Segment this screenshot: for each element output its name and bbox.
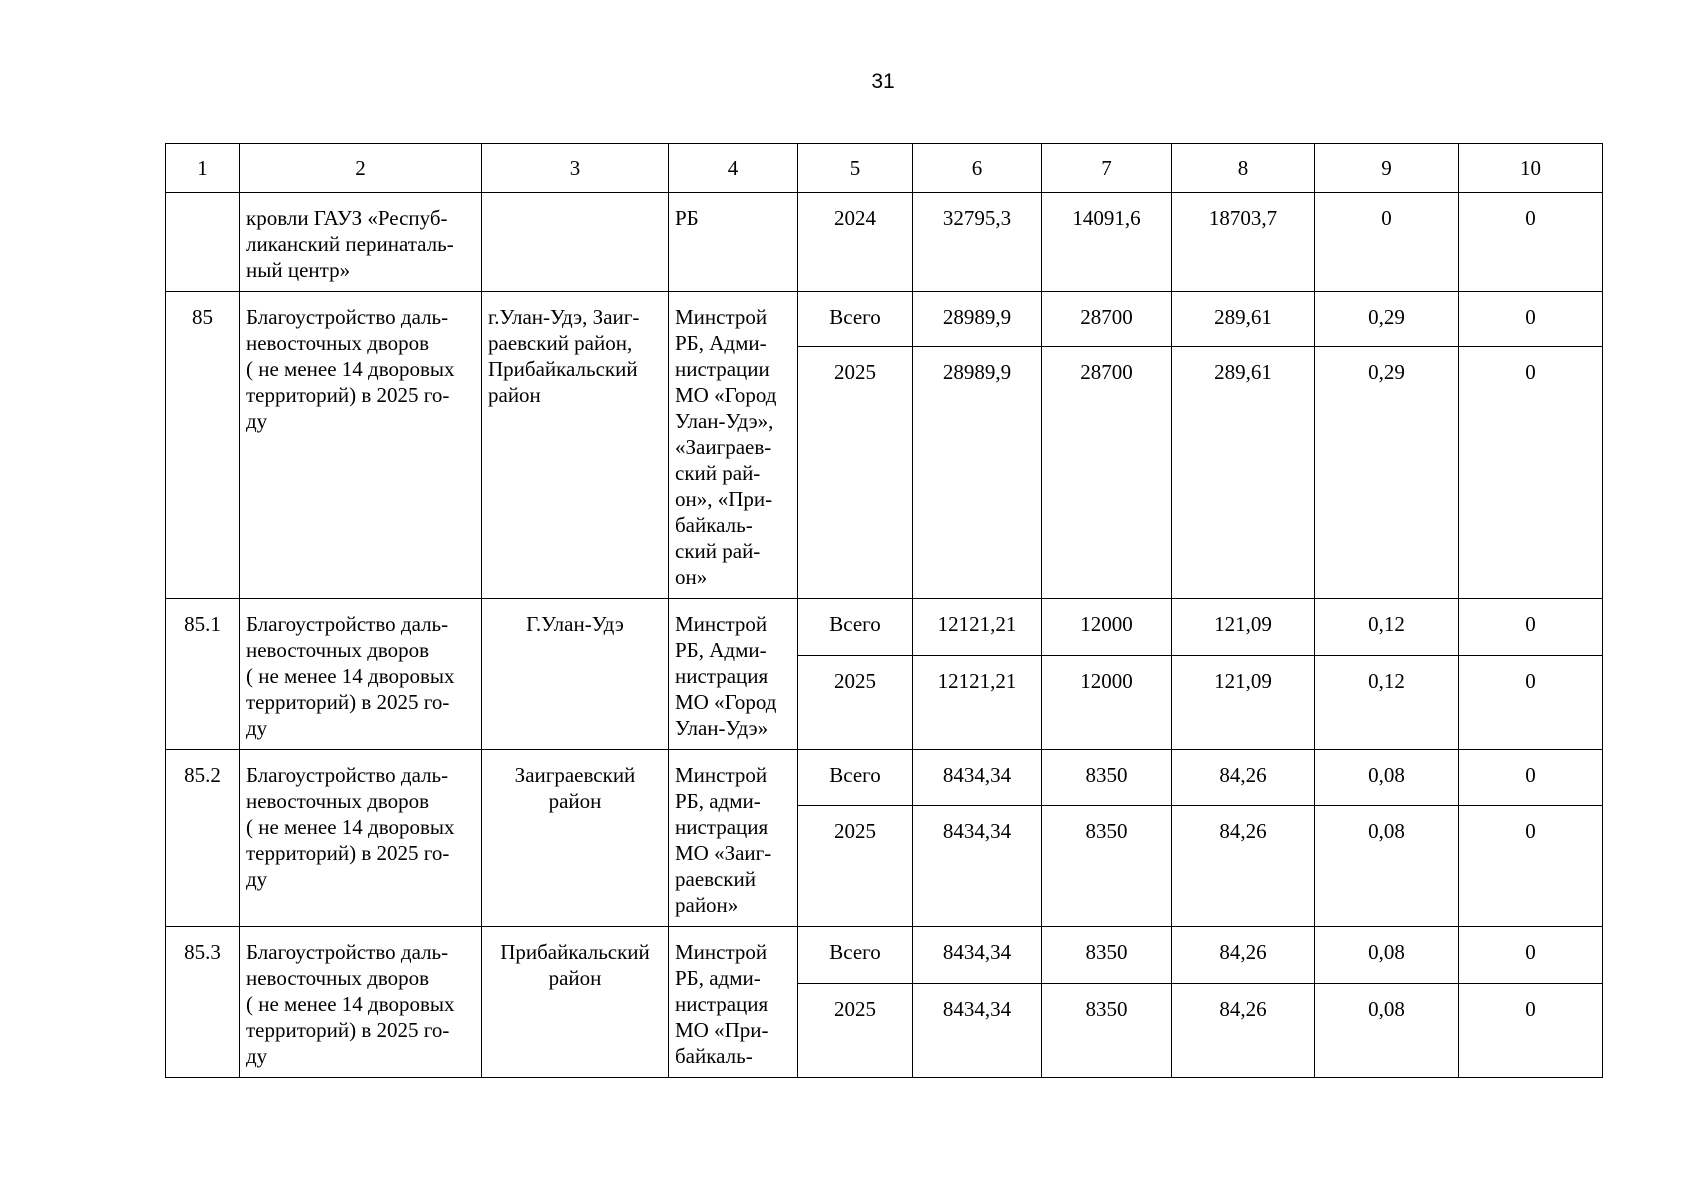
header-cell: 5 [798,144,913,193]
row-number: 85.1 [166,599,240,750]
amount-federal: 8350 [1042,984,1172,1078]
amount-other: 0 [1459,347,1603,599]
row-number: 85.2 [166,750,240,927]
location [482,193,669,292]
table-row [166,193,1603,292]
year-cell: Всего [798,292,913,347]
amount-federal: 12000 [1042,599,1172,656]
executor: Минстрой РБ, Адми- нистрации МО «Город Улан-Удэ», «Заиграев- ский рай- он», «При- байкаль- ский рай- он» [669,292,798,599]
year-cell: 2024 [798,193,913,292]
amount-republic: 18703,7 [1172,193,1315,292]
year-cell: Всего [798,599,913,656]
header-cell: 1 [166,144,240,193]
measure-name: Благоустройство даль- невосточных дворов ( не менее 14 дворовых территорий) в 2025 го- ду [240,750,482,927]
amount-republic: 84,26 [1172,984,1315,1078]
program-table [165,143,1603,1078]
amount-local: 0,08 [1315,750,1459,806]
year-cell: 2025 [798,347,913,599]
amount-total: 28989,9 [913,292,1042,347]
measure-name: Благоустройство даль- невосточных дворов ( не менее 14 дворовых территорий) в 2025 го- ду [240,599,482,750]
header-cell: 6 [913,144,1042,193]
amount-republic: 84,26 [1172,927,1315,984]
amount-federal: 12000 [1042,656,1172,750]
amount-other: 0 [1459,750,1603,806]
amount-total: 12121,21 [913,599,1042,656]
amount-republic: 121,09 [1172,599,1315,656]
header-row [166,144,1603,193]
amount-federal: 8350 [1042,805,1172,926]
year-cell: Всего [798,927,913,984]
measure-name: Благоустройство даль- невосточных дворов ( не менее 14 дворовых территорий) в 2025 го- ду [240,292,482,599]
amount-local: 0,08 [1315,805,1459,926]
measure-name: Благоустройство даль- невосточных дворов ( не менее 14 дворовых территорий) в 2025 го- ду [240,927,482,1078]
page-number: 31 [871,70,895,93]
amount-republic: 289,61 [1172,347,1315,599]
amount-other: 0 [1459,292,1603,347]
amount-total: 8434,34 [913,984,1042,1078]
amount-local: 0,12 [1315,599,1459,656]
table-row [166,292,1603,347]
amount-federal: 28700 [1042,347,1172,599]
amount-local: 0,29 [1315,292,1459,347]
amount-total: 32795,3 [913,193,1042,292]
table-row [166,927,1603,984]
amount-republic: 289,61 [1172,292,1315,347]
amount-republic: 84,26 [1172,750,1315,806]
location: Прибайкальский район [482,927,669,1078]
header-cell: 9 [1315,144,1459,193]
amount-federal: 8350 [1042,750,1172,806]
measure-name: кровли ГАУЗ «Респуб- ликанский перинаталь- ный центр» [240,193,482,292]
amount-other: 0 [1459,805,1603,926]
amount-total: 8434,34 [913,750,1042,806]
amount-other: 0 [1459,193,1603,292]
year-cell: 2025 [798,984,913,1078]
row-number [166,193,240,292]
table-row [166,599,1603,656]
amount-other: 0 [1459,927,1603,984]
executor: Минстрой РБ, адми- нистрация МО «При- байкаль- [669,927,798,1078]
location: Заиграевский район [482,750,669,927]
header-cell: 8 [1172,144,1315,193]
amount-local: 0 [1315,193,1459,292]
header-cell: 7 [1042,144,1172,193]
amount-other: 0 [1459,656,1603,750]
amount-total: 8434,34 [913,927,1042,984]
amount-total: 8434,34 [913,805,1042,926]
location: г.Улан-Удэ, Заиг- раевский район, Прибайкальский район [482,292,669,599]
amount-local: 0,12 [1315,656,1459,750]
executor: Минстрой РБ, Адми- нистрация МО «Город Улан-Удэ» [669,599,798,750]
year-cell: 2025 [798,656,913,750]
amount-local: 0,29 [1315,347,1459,599]
header-cell: 2 [240,144,482,193]
header-cell: 4 [669,144,798,193]
amount-republic: 84,26 [1172,805,1315,926]
table-row [166,750,1603,806]
executor: РБ [669,193,798,292]
amount-local: 0,08 [1315,927,1459,984]
amount-total: 28989,9 [913,347,1042,599]
location: Г.Улан-Удэ [482,599,669,750]
amount-federal: 8350 [1042,927,1172,984]
executor: Минстрой РБ, адми- нистрация МО «Заиг- раевский район» [669,750,798,927]
row-number: 85 [166,292,240,599]
amount-local: 0,08 [1315,984,1459,1078]
amount-federal: 28700 [1042,292,1172,347]
year-cell: Всего [798,750,913,806]
amount-federal: 14091,6 [1042,193,1172,292]
header-cell: 3 [482,144,669,193]
amount-other: 0 [1459,599,1603,656]
year-cell: 2025 [798,805,913,926]
row-number: 85.3 [166,927,240,1078]
amount-republic: 121,09 [1172,656,1315,750]
amount-total: 12121,21 [913,656,1042,750]
amount-other: 0 [1459,984,1603,1078]
header-cell: 10 [1459,144,1603,193]
